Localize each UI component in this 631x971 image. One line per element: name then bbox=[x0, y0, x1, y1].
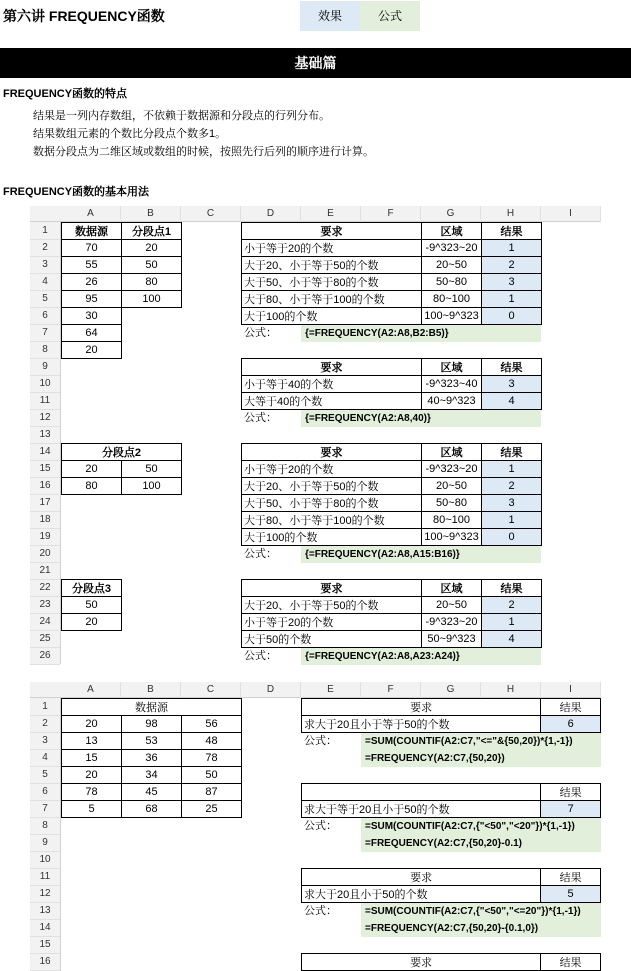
column-header[interactable]: E bbox=[301, 206, 361, 222]
row-header[interactable]: 24 bbox=[30, 613, 60, 631]
usage-heading: FREQUENCY函数的基本用法 bbox=[3, 186, 150, 198]
column-header[interactable]: H bbox=[481, 682, 541, 698]
result-cell[interactable]: 1 bbox=[482, 614, 542, 631]
row-header[interactable]: 6 bbox=[30, 783, 60, 801]
source-table bbox=[61, 222, 182, 359]
column-header[interactable]: A bbox=[61, 206, 121, 222]
feature-line: 结果是一列内存数组，不依赖于数据源和分段点的行列分布。 bbox=[33, 110, 330, 122]
row-header[interactable]: 12 bbox=[30, 409, 60, 427]
row-header[interactable]: 7 bbox=[30, 324, 60, 342]
question-table-3 bbox=[301, 868, 601, 903]
row-header-bar bbox=[30, 222, 61, 664]
row-header[interactable]: 3 bbox=[30, 732, 60, 750]
cell[interactable]: 68 bbox=[122, 801, 182, 818]
row-header[interactable]: 12 bbox=[30, 885, 60, 903]
formula-box[interactable]: =FREQUENCY(A2:C7,{50,20}-{0.1,0}) bbox=[361, 920, 601, 937]
cell[interactable]: 大于50、小于等于80的个数 bbox=[242, 495, 422, 512]
row-header[interactable]: 9 bbox=[30, 358, 60, 376]
row-header[interactable]: 14 bbox=[30, 443, 60, 461]
question-table-1 bbox=[301, 698, 601, 733]
result-cell[interactable]: 3 bbox=[482, 376, 542, 393]
result-cell[interactable]: 3 bbox=[482, 274, 542, 291]
range-header: 区域 bbox=[422, 444, 482, 461]
req-header: 要求 bbox=[302, 869, 541, 886]
cell[interactable]: 80~100 bbox=[422, 291, 482, 308]
cell[interactable]: 50~9^323 bbox=[422, 631, 482, 648]
result-header: 结果 bbox=[482, 580, 542, 597]
cell[interactable]: 小于等于40的个数 bbox=[242, 376, 422, 393]
bins1-header: 分段点1 bbox=[122, 223, 182, 240]
column-header[interactable]: B bbox=[121, 682, 181, 698]
cell[interactable]: 64 bbox=[62, 325, 122, 342]
cell[interactable]: 13 bbox=[62, 733, 122, 750]
cell[interactable]: 36 bbox=[122, 750, 182, 767]
source-2d-table bbox=[61, 698, 242, 818]
cell[interactable]: 50 bbox=[122, 461, 182, 478]
row-header[interactable]: 16 bbox=[30, 953, 60, 971]
cell[interactable]: 80~100 bbox=[422, 512, 482, 529]
cell[interactable]: 45 bbox=[122, 784, 182, 801]
column-header[interactable]: F bbox=[361, 682, 421, 698]
row-header[interactable]: 5 bbox=[30, 290, 60, 308]
cell[interactable]: 50 bbox=[62, 597, 122, 614]
result-cell[interactable]: 0 bbox=[482, 308, 542, 325]
result-cell[interactable]: 7 bbox=[541, 801, 601, 818]
result-table-4 bbox=[241, 579, 542, 648]
column-header[interactable]: H bbox=[481, 206, 541, 222]
req-header bbox=[302, 784, 541, 801]
row-header[interactable]: 10 bbox=[30, 375, 60, 393]
source-header: 数据源 bbox=[62, 223, 122, 240]
formula-label: 公式： bbox=[304, 735, 337, 747]
cell[interactable]: 78 bbox=[62, 784, 122, 801]
features-heading: FREQUENCY函数的特点 bbox=[3, 88, 128, 100]
formula-label: 公式： bbox=[244, 548, 277, 560]
req-header: 要求 bbox=[302, 954, 541, 971]
row-header[interactable]: 4 bbox=[30, 273, 60, 291]
cell[interactable]: 20~50 bbox=[422, 478, 482, 495]
question-cell[interactable]: 求大于等于20且小于50的个数 bbox=[302, 801, 541, 818]
result-header: 结果 bbox=[482, 223, 542, 240]
column-header[interactable]: I bbox=[541, 206, 601, 222]
row-header[interactable]: 7 bbox=[30, 800, 60, 818]
range-header: 区域 bbox=[422, 580, 482, 597]
result-cell[interactable]: 1 bbox=[482, 461, 542, 478]
cell[interactable]: 48 bbox=[182, 733, 242, 750]
cell[interactable]: 20 bbox=[122, 240, 182, 257]
result-cell[interactable]: 6 bbox=[541, 716, 601, 733]
cell[interactable]: 26 bbox=[62, 274, 122, 291]
cell[interactable]: 80 bbox=[122, 274, 182, 291]
result-cell[interactable]: 5 bbox=[541, 886, 601, 903]
result-header: 结果 bbox=[541, 784, 601, 801]
column-header[interactable]: I bbox=[541, 682, 601, 698]
row-header[interactable]: 2 bbox=[30, 239, 60, 257]
column-header-bar bbox=[30, 682, 601, 698]
formula-box[interactable]: {=FREQUENCY(A2:A8,A23:A24)} bbox=[301, 648, 541, 665]
req-header: 要求 bbox=[242, 359, 422, 376]
cell[interactable]: 大于80、小于等于100的个数 bbox=[242, 512, 422, 529]
tab-formula[interactable]: 公式 bbox=[360, 1, 420, 31]
row-header[interactable]: 26 bbox=[30, 647, 60, 665]
cell[interactable]: 78 bbox=[182, 750, 242, 767]
cell[interactable]: 20 bbox=[62, 767, 122, 784]
spreadsheet-1 bbox=[30, 206, 601, 666]
result-table-3 bbox=[241, 443, 542, 546]
result-table-2 bbox=[241, 358, 542, 410]
formula-label: 公式： bbox=[244, 650, 277, 662]
cell[interactable]: -9^323~20 bbox=[422, 240, 482, 257]
cell[interactable]: -9^323~40 bbox=[422, 376, 482, 393]
formula-box[interactable]: =SUM(COUNTIF(A2:C7,{"<50","<20"})*{1,-1}) bbox=[361, 818, 601, 835]
result-table-1 bbox=[241, 222, 542, 325]
cell[interactable]: 56 bbox=[182, 716, 242, 733]
row-header[interactable]: 13 bbox=[30, 902, 60, 920]
cell[interactable]: 大于20、小于等于50的个数 bbox=[242, 257, 422, 274]
column-header[interactable]: B bbox=[121, 206, 181, 222]
feature-line: 结果数组元素的个数比分段点个数多1。 bbox=[33, 128, 227, 140]
row-header[interactable]: 15 bbox=[30, 460, 60, 478]
row-header[interactable]: 20 bbox=[30, 545, 60, 563]
row-header[interactable]: 21 bbox=[30, 562, 60, 580]
row-header-bar bbox=[30, 698, 61, 971]
row-header[interactable]: 8 bbox=[30, 341, 60, 359]
formula-box[interactable]: =SUM(COUNTIF(A2:C7,{"<50","<=20"})*{1,-1}) bbox=[361, 903, 601, 920]
formula-label: 公式： bbox=[244, 412, 277, 424]
result-header: 结果 bbox=[541, 954, 601, 971]
result-cell[interactable]: 3 bbox=[482, 495, 542, 512]
result-cell[interactable]: 2 bbox=[482, 257, 542, 274]
row-header[interactable]: 5 bbox=[30, 766, 60, 784]
req-header: 要求 bbox=[242, 580, 422, 597]
column-header[interactable]: A bbox=[61, 682, 121, 698]
formula-box[interactable]: =SUM(COUNTIF(A2:C7,"<="&{50,20})*{1,-1}) bbox=[361, 733, 601, 750]
cell[interactable]: 小于等于20的个数 bbox=[242, 614, 422, 631]
bins3-table bbox=[61, 579, 122, 631]
section-banner: 基础篇 bbox=[0, 48, 631, 78]
range-header: 区域 bbox=[422, 359, 482, 376]
cell[interactable]: 20 bbox=[62, 461, 122, 478]
row-header[interactable]: 3 bbox=[30, 256, 60, 274]
column-header[interactable]: C bbox=[181, 682, 241, 698]
row-header[interactable]: 16 bbox=[30, 477, 60, 495]
req-header: 要求 bbox=[302, 699, 541, 716]
question-cell[interactable]: 求大于20且小于等于50的个数 bbox=[302, 716, 541, 733]
cell[interactable]: 25 bbox=[182, 801, 242, 818]
result-cell[interactable]: 1 bbox=[482, 291, 542, 308]
result-cell[interactable]: 2 bbox=[482, 597, 542, 614]
formula-label: 公式： bbox=[304, 820, 337, 832]
result-cell[interactable]: 4 bbox=[482, 393, 542, 410]
cell[interactable]: 大于100的个数 bbox=[242, 308, 422, 325]
formula-label: 公式： bbox=[304, 905, 337, 917]
cell[interactable]: 70 bbox=[62, 240, 122, 257]
cell[interactable]: 5 bbox=[62, 801, 122, 818]
cell[interactable]: 53 bbox=[122, 733, 182, 750]
row-header[interactable]: 2 bbox=[30, 715, 60, 733]
cell[interactable]: 15 bbox=[62, 750, 122, 767]
cell[interactable]: 大于20、小于等于50的个数 bbox=[242, 478, 422, 495]
cell[interactable]: -9^323~20 bbox=[422, 461, 482, 478]
bins2-table bbox=[61, 443, 182, 495]
column-header[interactable]: F bbox=[361, 206, 421, 222]
cell[interactable]: 20~50 bbox=[422, 597, 482, 614]
formula-label: 公式： bbox=[244, 327, 277, 339]
bins3-header: 分段点3 bbox=[62, 580, 122, 597]
cell[interactable]: 20 bbox=[62, 614, 122, 631]
cell[interactable]: 100~9^323 bbox=[422, 529, 482, 546]
cell[interactable]: 大于100的个数 bbox=[242, 529, 422, 546]
cell[interactable]: 100 bbox=[122, 291, 182, 308]
cell[interactable]: 小于等于20的个数 bbox=[242, 240, 422, 257]
column-header-bar bbox=[30, 206, 601, 222]
question-cell[interactable]: 求大于20且小于50的个数 bbox=[302, 886, 541, 903]
cell[interactable]: 95 bbox=[62, 291, 122, 308]
result-cell[interactable]: 0 bbox=[482, 529, 542, 546]
req-header: 要求 bbox=[242, 223, 422, 240]
row-header[interactable]: 17 bbox=[30, 494, 60, 512]
row-header[interactable]: 19 bbox=[30, 528, 60, 546]
row-header[interactable]: 13 bbox=[30, 426, 60, 444]
cell[interactable]: 55 bbox=[62, 257, 122, 274]
cell[interactable]: 98 bbox=[122, 716, 182, 733]
row-header[interactable]: 4 bbox=[30, 749, 60, 767]
cell[interactable]: 大于80、小于等于100的个数 bbox=[242, 291, 422, 308]
cell[interactable]: 100 bbox=[122, 478, 182, 495]
cell[interactable]: 50~80 bbox=[422, 274, 482, 291]
row-header[interactable]: 1 bbox=[30, 222, 60, 240]
question-table-4 bbox=[301, 953, 601, 971]
spreadsheet-2 bbox=[30, 682, 601, 971]
source-header: 数据源 bbox=[62, 699, 242, 716]
cell[interactable]: 50~80 bbox=[422, 495, 482, 512]
cell[interactable]: 大于50的个数 bbox=[242, 631, 422, 648]
cell[interactable]: 34 bbox=[122, 767, 182, 784]
formula-box[interactable]: {=FREQUENCY(A2:A8,A15:B16)} bbox=[301, 546, 541, 563]
row-header[interactable]: 14 bbox=[30, 919, 60, 937]
tab-effect[interactable]: 效果 bbox=[300, 1, 360, 31]
column-header[interactable]: D bbox=[241, 206, 301, 222]
result-cell[interactable]: 4 bbox=[482, 631, 542, 648]
column-header[interactable]: G bbox=[421, 682, 481, 698]
req-header: 要求 bbox=[242, 444, 422, 461]
result-cell[interactable]: 1 bbox=[482, 240, 542, 257]
cell[interactable]: 87 bbox=[182, 784, 242, 801]
cell[interactable]: 20 bbox=[62, 342, 122, 359]
result-header: 结果 bbox=[541, 699, 601, 716]
row-header[interactable]: 11 bbox=[30, 868, 60, 886]
row-header[interactable]: 10 bbox=[30, 851, 60, 869]
cell[interactable]: 20~50 bbox=[422, 257, 482, 274]
cell[interactable]: 大等于40的个数 bbox=[242, 393, 422, 410]
result-header: 结果 bbox=[482, 359, 542, 376]
formula-box[interactable]: =FREQUENCY(A2:C7,{50,20}) bbox=[361, 750, 601, 767]
range-header: 区域 bbox=[422, 223, 482, 240]
row-header[interactable]: 9 bbox=[30, 834, 60, 852]
column-header[interactable]: C bbox=[181, 206, 241, 222]
cell[interactable]: 30 bbox=[62, 308, 122, 325]
row-header[interactable]: 15 bbox=[30, 936, 60, 954]
page-title: 第六讲 FREQUENCY函数 bbox=[3, 8, 165, 24]
row-header[interactable]: 8 bbox=[30, 817, 60, 835]
cell[interactable]: 大于20、小于等于50的个数 bbox=[242, 597, 422, 614]
formula-box[interactable]: {=FREQUENCY(A2:A8,B2:B5)} bbox=[301, 325, 541, 342]
result-header: 结果 bbox=[482, 444, 542, 461]
row-header[interactable]: 18 bbox=[30, 511, 60, 529]
result-cell[interactable]: 2 bbox=[482, 478, 542, 495]
result-header: 结果 bbox=[541, 869, 601, 886]
cell[interactable]: 40~9^323 bbox=[422, 393, 482, 410]
column-header[interactable]: E bbox=[301, 682, 361, 698]
row-header[interactable]: 1 bbox=[30, 698, 60, 716]
row-header[interactable]: 22 bbox=[30, 579, 60, 597]
cell[interactable]: 大于50、小于等于80的个数 bbox=[242, 274, 422, 291]
cell[interactable]: 100~9^323 bbox=[422, 308, 482, 325]
row-header[interactable]: 23 bbox=[30, 596, 60, 614]
feature-line: 数据分段点为二维区域或数组的时候，按照先行后列的顺序进行计算。 bbox=[33, 146, 374, 158]
row-header[interactable]: 6 bbox=[30, 307, 60, 325]
cell[interactable]: 80 bbox=[62, 478, 122, 495]
bins2-header: 分段点2 bbox=[62, 444, 182, 461]
result-cell[interactable]: 1 bbox=[482, 512, 542, 529]
cell[interactable]: 20 bbox=[62, 716, 122, 733]
cell[interactable]: -9^323~20 bbox=[422, 614, 482, 631]
cell[interactable]: 小于等于20的个数 bbox=[242, 461, 422, 478]
column-header[interactable]: G bbox=[421, 206, 481, 222]
row-header[interactable]: 25 bbox=[30, 630, 60, 648]
cell[interactable]: 50 bbox=[182, 767, 242, 784]
column-header[interactable]: D bbox=[241, 682, 301, 698]
row-header[interactable]: 11 bbox=[30, 392, 60, 410]
formula-box[interactable]: {=FREQUENCY(A2:A8,40)} bbox=[301, 410, 541, 427]
question-table-2 bbox=[301, 783, 601, 818]
formula-box[interactable]: =FREQUENCY(A2:C7,{50,20}-0.1) bbox=[361, 835, 601, 852]
cell[interactable]: 50 bbox=[122, 257, 182, 274]
